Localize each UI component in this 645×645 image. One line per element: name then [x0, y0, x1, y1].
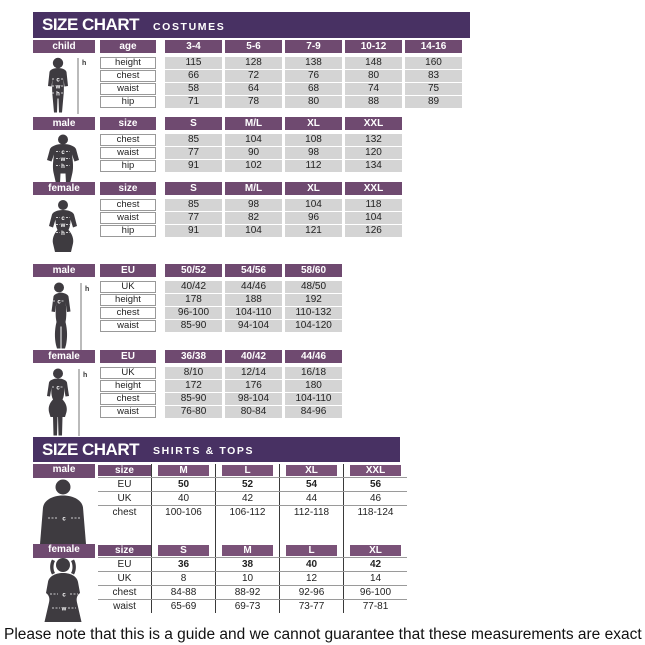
size-column-header: XXL [350, 465, 401, 476]
table-row [33, 83, 645, 95]
male-size-table [33, 117, 645, 172]
svg-text:c: c [61, 150, 65, 156]
header-cells [98, 544, 407, 558]
row-label: chest [100, 393, 156, 405]
row-label: UK [117, 573, 132, 584]
row-cells [98, 558, 407, 572]
size-column-cell [151, 464, 215, 477]
size-column-cell [279, 464, 343, 477]
value-cell: 120 [345, 147, 402, 159]
row-label: height [100, 294, 156, 306]
value-cell: 112 [285, 160, 342, 172]
value-cell: 8 [151, 572, 215, 585]
value-cell: 69-73 [215, 600, 279, 613]
row-label: waist [113, 601, 136, 612]
table-header-row [33, 117, 645, 130]
row-cells [98, 492, 407, 506]
value-cell: 77 [165, 212, 222, 224]
shirts-divider-lines [33, 516, 645, 544]
size-column-header: 10-12 [345, 40, 402, 53]
value-cell: 180 [285, 380, 342, 392]
child-figure [33, 57, 95, 115]
value-cell: 89 [405, 96, 462, 108]
row-label: UK [100, 281, 156, 293]
connector-cells [98, 519, 407, 544]
value-cell: 36 [151, 558, 215, 571]
row-label: EU [117, 559, 132, 570]
value-cell: 85-90 [165, 320, 222, 332]
svg-text:h: h [61, 231, 65, 237]
value-cell: 90 [225, 147, 282, 159]
table-row [33, 57, 645, 69]
value-cell: 44 [279, 492, 343, 505]
table-row [33, 147, 645, 159]
value-cell: 172 [165, 380, 222, 392]
size-column-cell [343, 544, 407, 557]
connector-spacer [98, 519, 151, 544]
value-cell: 178 [165, 294, 222, 306]
row-label: waist [100, 147, 156, 159]
table-row [33, 558, 645, 572]
costumes-header-bar [33, 12, 470, 38]
value-cell: 104 [225, 134, 282, 146]
size-column-header: XXL [345, 182, 402, 195]
table-row [33, 96, 645, 108]
value-cell: 128 [225, 57, 282, 69]
disclaimer-note: Please note that this is a guide and we cannot guarantee that these measurements are exact [4, 626, 642, 643]
size-column-cell [151, 544, 215, 557]
value-cell: 98 [285, 147, 342, 159]
size-column-header: 14-16 [405, 40, 462, 53]
row-label: height [100, 57, 156, 69]
row-label: waist [100, 212, 156, 224]
measure-column-header [98, 544, 151, 557]
value-cell: 96-100 [165, 307, 222, 319]
shirts-title: SIZE CHART [42, 439, 139, 459]
value-cell: 85-90 [165, 393, 222, 405]
female-size-table [33, 182, 645, 237]
value-cell: 104-110 [285, 393, 342, 405]
table-row [33, 572, 645, 586]
value-cell: 102 [225, 160, 282, 172]
svg-text:h: h [61, 164, 65, 170]
value-cell: 126 [345, 225, 402, 237]
value-cell: 132 [345, 134, 402, 146]
svg-text:w: w [60, 157, 66, 163]
female-eu-table [33, 350, 645, 418]
connector-line-cell [215, 519, 279, 544]
value-cell: 65-69 [151, 600, 215, 613]
value-cell: 176 [225, 380, 282, 392]
value-cell: 92-96 [279, 586, 343, 599]
size-column-header: 40/42 [225, 350, 282, 363]
size-column-header: 36/38 [165, 350, 222, 363]
size-column-header: S [158, 545, 209, 556]
value-cell: 104 [285, 199, 342, 211]
value-cell: 64 [225, 83, 282, 95]
value-cell: 121 [285, 225, 342, 237]
row-label: hip [100, 96, 156, 108]
value-cell: 54 [279, 478, 343, 491]
value-cell: 112-118 [279, 506, 343, 519]
value-cell: 118-124 [343, 506, 407, 519]
male-chest-figure [33, 478, 95, 549]
value-cell: 40 [279, 558, 343, 571]
shirts-tables [33, 464, 645, 613]
row-label: hip [100, 225, 156, 237]
value-cell: 188 [225, 294, 282, 306]
size-column-cell [215, 464, 279, 477]
value-cell: 77-81 [343, 600, 407, 613]
svg-text:w: w [61, 606, 67, 613]
svg-text:c: c [56, 385, 60, 392]
male-torso-figure [33, 134, 95, 184]
value-cell: 48/50 [285, 281, 342, 293]
value-cell: 72 [225, 70, 282, 82]
value-cell: 148 [345, 57, 402, 69]
child-age-table [33, 40, 645, 108]
size-column-header: XXL [345, 117, 402, 130]
row-cells [98, 506, 407, 519]
value-cell: 104-120 [285, 320, 342, 332]
gender-label: female [33, 544, 95, 558]
table-row [33, 212, 645, 224]
value-cell: 118 [345, 199, 402, 211]
value-cell: 100-106 [151, 506, 215, 519]
value-cell: 12 [279, 572, 343, 585]
value-cell: 71 [165, 96, 222, 108]
measure-column-header: EU [100, 350, 156, 363]
table-row [33, 393, 645, 405]
size-column-header: M [158, 465, 209, 476]
value-cell: 108 [285, 134, 342, 146]
svg-text:h: h [83, 372, 88, 379]
value-cell: 68 [285, 83, 342, 95]
svg-text:h: h [85, 286, 90, 293]
gender-label: child [33, 40, 95, 53]
value-cell: 46 [343, 492, 407, 505]
value-cell: 85 [165, 134, 222, 146]
connector-line-cell [343, 519, 407, 544]
table-row [33, 199, 645, 211]
svg-text:c: c [62, 516, 66, 523]
value-cell: 77 [165, 147, 222, 159]
size-column-header: 5-6 [225, 40, 282, 53]
row-cells [98, 572, 407, 586]
table-header-row [33, 40, 645, 53]
costumes-subtitle: COSTUMES [153, 20, 226, 33]
row-label: chest [100, 307, 156, 319]
value-cell: 96-100 [343, 586, 407, 599]
svg-text:w: w [55, 84, 61, 91]
value-cell: 76-80 [165, 406, 222, 418]
value-cell: 38 [215, 558, 279, 571]
value-cell: 94-104 [225, 320, 282, 332]
measure-column-header: size [100, 117, 156, 130]
size-column-cell [215, 544, 279, 557]
table-row [33, 600, 645, 613]
row-label: waist [100, 83, 156, 95]
svg-text:c: c [61, 216, 65, 222]
svg-text:h: h [82, 60, 87, 67]
male-body-figure [33, 281, 95, 351]
value-cell: 56 [343, 478, 407, 491]
row-label: chest [100, 134, 156, 146]
value-cell: 160 [405, 57, 462, 69]
row-label: chest [112, 507, 137, 518]
gender-label: female [33, 182, 95, 195]
value-cell: 42 [343, 558, 407, 571]
size-column-cell [343, 464, 407, 477]
value-cell: 84-88 [151, 586, 215, 599]
size-column-header: S [165, 117, 222, 130]
connector-row [33, 516, 645, 544]
value-cell: 104-110 [225, 307, 282, 319]
table-row [33, 506, 645, 519]
value-cell: 75 [405, 83, 462, 95]
svg-text:c: c [62, 592, 66, 599]
value-cell: 98 [225, 199, 282, 211]
size-column-header: M/L [225, 182, 282, 195]
row-cells [98, 586, 407, 600]
row-label: UK [117, 493, 132, 504]
size-column-header: M [222, 545, 273, 556]
costumes-title: SIZE CHART [42, 15, 139, 34]
row-label: UK [100, 367, 156, 379]
table-header-row [33, 350, 645, 363]
svg-text:c: c [57, 299, 61, 306]
size-column-header: 54/56 [225, 264, 282, 277]
value-cell: 10 [215, 572, 279, 585]
value-cell: 76 [285, 70, 342, 82]
row-label: waist [100, 320, 156, 332]
female-torso-figure [33, 199, 95, 253]
value-cell: 83 [405, 70, 462, 82]
gender-label: male [33, 117, 95, 130]
table-row [33, 225, 645, 237]
size-column-header: L [222, 465, 273, 476]
table-header-row [33, 182, 645, 195]
table-row [33, 70, 645, 82]
row-cells [98, 600, 407, 613]
male-eu-table [33, 264, 645, 332]
size-header-box: size [98, 465, 151, 476]
value-cell: 16/18 [285, 367, 342, 379]
table-row [33, 160, 645, 172]
value-cell: 80 [285, 96, 342, 108]
value-cell: 44/46 [225, 281, 282, 293]
gender-label: female [33, 350, 95, 363]
value-cell: 12/14 [225, 367, 282, 379]
size-column-header: 7-9 [285, 40, 342, 53]
size-column-header: S [165, 182, 222, 195]
value-cell: 52 [215, 478, 279, 491]
value-cell: 91 [165, 160, 222, 172]
value-cell: 110-132 [285, 307, 342, 319]
value-cell: 85 [165, 199, 222, 211]
table-row [33, 367, 645, 379]
value-cell: 96 [285, 212, 342, 224]
value-cell: 78 [225, 96, 282, 108]
connector-line-cell [151, 519, 215, 544]
svg-text:c: c [56, 77, 60, 84]
measure-column-header: size [100, 182, 156, 195]
size-column-header: L [286, 545, 337, 556]
size-column-header: 44/46 [285, 350, 342, 363]
table-row [33, 478, 645, 492]
value-cell: 8/10 [165, 367, 222, 379]
value-cell: 98-104 [225, 393, 282, 405]
value-cell: 88 [345, 96, 402, 108]
svg-text:h: h [56, 91, 60, 98]
size-column-header: XL [285, 182, 342, 195]
value-cell: 73-77 [279, 600, 343, 613]
size-column-header: XL [286, 465, 337, 476]
row-cells [98, 478, 407, 492]
size-column-header: 58/60 [285, 264, 342, 277]
value-cell: 192 [285, 294, 342, 306]
size-column-header: 3-4 [165, 40, 222, 53]
table-row [33, 406, 645, 418]
table-row [33, 307, 645, 319]
row-label: chest [112, 587, 137, 598]
table-row [33, 320, 645, 332]
value-cell: 40/42 [165, 281, 222, 293]
table-row [33, 380, 645, 392]
shirts-subtitle: SHIRTS & TOPS [153, 445, 255, 457]
size-column-header: 50/52 [165, 264, 222, 277]
measure-column-header [98, 464, 151, 477]
row-label: chest [100, 199, 156, 211]
header-cells [98, 464, 407, 478]
connector-line-cell [279, 519, 343, 544]
value-cell: 104 [345, 212, 402, 224]
size-column-header: XL [285, 117, 342, 130]
value-cell: 82 [225, 212, 282, 224]
row-label: height [100, 380, 156, 392]
row-label: waist [100, 406, 156, 418]
svg-text:w: w [60, 223, 66, 229]
size-header-box: size [98, 545, 151, 556]
table-row [33, 294, 645, 306]
value-cell: 74 [345, 83, 402, 95]
measure-column-header: age [100, 40, 156, 53]
value-cell: 104 [225, 225, 282, 237]
size-column-header: XL [350, 545, 401, 556]
value-cell: 138 [285, 57, 342, 69]
value-cell: 88-92 [215, 586, 279, 599]
value-cell: 40 [151, 492, 215, 505]
value-cell: 91 [165, 225, 222, 237]
male-shirts-table [33, 464, 645, 519]
row-label: EU [117, 479, 132, 490]
female-body-figure [33, 367, 95, 437]
table-header-row [33, 544, 645, 558]
value-cell: 80-84 [225, 406, 282, 418]
size-column-header: M/L [225, 117, 282, 130]
table-header-row [33, 464, 645, 478]
value-cell: 58 [165, 83, 222, 95]
value-cell: 42 [215, 492, 279, 505]
row-label: hip [100, 160, 156, 172]
table-header-row [33, 264, 645, 277]
value-cell: 134 [345, 160, 402, 172]
size-column-cell [279, 544, 343, 557]
table-row [33, 134, 645, 146]
value-cell: 84-96 [285, 406, 342, 418]
row-label: chest [100, 70, 156, 82]
table-row [33, 586, 645, 600]
value-cell: 66 [165, 70, 222, 82]
table-row [33, 281, 645, 293]
shirts-header-bar [33, 437, 400, 462]
value-cell: 80 [345, 70, 402, 82]
value-cell: 50 [151, 478, 215, 491]
table-row [33, 492, 645, 506]
female-shirts-table [33, 544, 645, 613]
gender-label: male [33, 464, 95, 478]
gender-label: male [33, 264, 95, 277]
value-cell: 115 [165, 57, 222, 69]
female-chest-figure [33, 556, 95, 627]
value-cell: 14 [343, 572, 407, 585]
value-cell: 106-112 [215, 506, 279, 519]
measure-column-header: EU [100, 264, 156, 277]
